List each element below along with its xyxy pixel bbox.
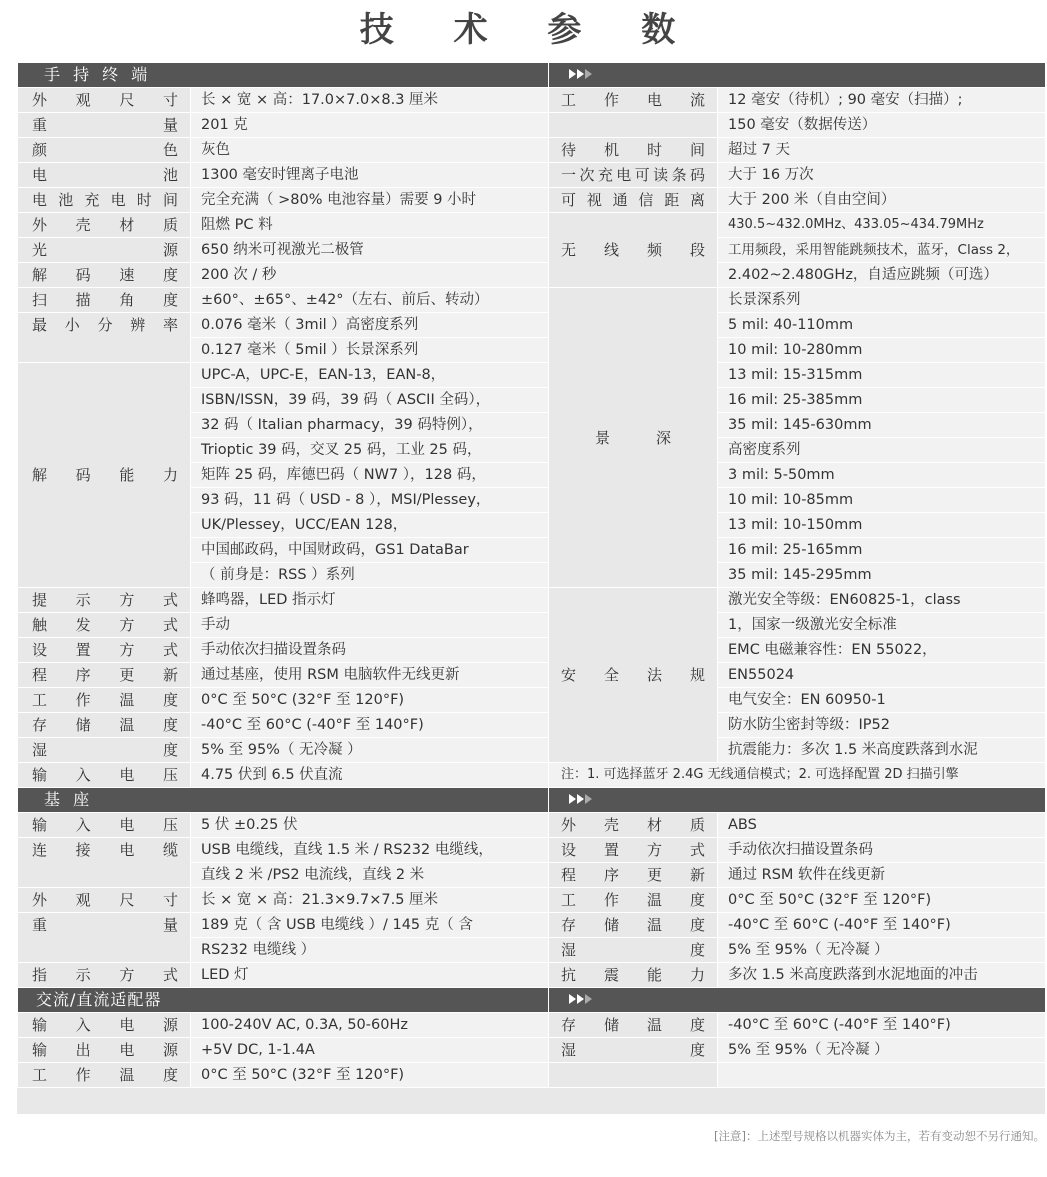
spec-value: 0°C 至 50°C (32°F 至 120°F) xyxy=(191,688,549,713)
spec-key: 工作温度 xyxy=(18,688,191,713)
spec-key: 外观尺寸 xyxy=(18,888,191,913)
spec-value: 4.75 伏到 6.5 伏直流 xyxy=(191,763,549,788)
table-row xyxy=(18,363,1046,388)
spec-key: 湿度 xyxy=(549,1038,718,1063)
spec-value: 35 mil: 145-630mm xyxy=(718,413,1046,438)
spec-value: 直线 2 米 /PS2 电流线，直线 2 米 xyxy=(191,863,549,888)
table-row xyxy=(18,1013,1046,1038)
spec-value: 150 毫安（数据传送） xyxy=(718,113,1046,138)
spec-key xyxy=(549,113,718,138)
spec-key: 存储温度 xyxy=(549,913,718,938)
spec-key: 指示方式 xyxy=(18,963,191,988)
spec-key: 连接电缆 xyxy=(18,838,191,888)
spec-value: 650 纳米可视激光二极管 xyxy=(191,238,549,263)
spec-value: 12 毫安（待机）; 90 毫安（扫描）; xyxy=(718,88,1046,113)
spec-value: -40°C 至 60°C (-40°F 至 140°F) xyxy=(718,1013,1046,1038)
table-row xyxy=(18,588,1046,613)
spec-key: 抗震能力 xyxy=(549,963,718,988)
spec-key: 外壳材质 xyxy=(549,813,718,838)
spec-key: 输入电压 xyxy=(18,813,191,838)
table-row xyxy=(18,88,1046,113)
table-row xyxy=(18,963,1046,988)
spec-key: 输入电源 xyxy=(18,1013,191,1038)
spec-value: 430.5~432.0MHz、433.05~434.79MHz xyxy=(718,213,1046,238)
spec-value: 电气安全：EN 60950-1 xyxy=(718,688,1046,713)
table-row xyxy=(18,163,1046,188)
spec-value: 灰色 xyxy=(191,138,549,163)
spec-value: 93 码，11 码（ USD - 8 ），MSI/Plessey， xyxy=(191,488,549,513)
spec-key: 重量 xyxy=(18,913,191,963)
footnote: [注意]：上述型号规格以机器实体为主，若有变动恕不另行通知。 xyxy=(714,1129,1045,1143)
table-row xyxy=(18,738,1046,763)
spec-key: 一次充电可读条码 xyxy=(549,163,718,188)
spec-key: 工作电流 xyxy=(549,88,718,113)
table-row xyxy=(18,113,1046,138)
spec-key: 扫描角度 xyxy=(18,288,191,313)
spec-key: 程序更新 xyxy=(18,663,191,688)
spec-key-decode: 解码能力 xyxy=(18,363,191,588)
spec-key: 工作温度 xyxy=(549,888,718,913)
spec-key: 待机时间 xyxy=(549,138,718,163)
spec-value: 长景深系列 xyxy=(718,288,1046,313)
spec-value: 1300 毫安时锂离子电池 xyxy=(191,163,549,188)
spec-value: 0°C 至 50°C (32°F 至 120°F) xyxy=(191,1063,549,1088)
spec-key: 输出电源 xyxy=(18,1038,191,1063)
table-row xyxy=(18,838,1046,863)
spec-value: 长 × 宽 × 高：21.3×9.7×7.5 厘米 xyxy=(191,888,549,913)
spec-value: 大于 200 米（自由空间） xyxy=(718,188,1046,213)
section-header xyxy=(18,788,1046,813)
section-title-adapter: 交流/直流适配器 xyxy=(18,988,549,1013)
arrow-icon xyxy=(569,988,593,1012)
table-row xyxy=(18,813,1046,838)
spec-value: 100-240V AC, 0.3A, 50-60Hz xyxy=(191,1013,549,1038)
spec-value: 0°C 至 50°C (32°F 至 120°F) xyxy=(718,888,1046,913)
spec-value: EN55024 xyxy=(718,663,1046,688)
spec-key: 电池 xyxy=(18,163,191,188)
spec-key: 存储温度 xyxy=(549,1013,718,1038)
spec-value: 抗震能力：多次 1.5 米高度跌落到水泥 xyxy=(718,738,1046,763)
spec-value: 激光安全等级：EN60825-1，class xyxy=(718,588,1046,613)
spec-value: 通过 RSM 软件在线更新 xyxy=(718,863,1046,888)
spec-key: 湿度 xyxy=(549,938,718,963)
spec-value: 5% 至 95%（ 无冷凝 ） xyxy=(718,938,1046,963)
table-row xyxy=(18,238,1046,263)
table-row xyxy=(18,913,1046,938)
spec-value: 蜂鸣器，LED 指示灯 xyxy=(191,588,549,613)
arrow-icon xyxy=(569,63,593,87)
table-row xyxy=(18,1063,1046,1088)
section-title-handheld: 手 持 终 端 xyxy=(18,63,549,88)
spec-value: UK/Plessey，UCC/EAN 128， xyxy=(191,513,549,538)
table-row xyxy=(18,663,1046,688)
section-header-arrows xyxy=(549,63,1046,88)
spec-value: Trioptic 39 码，交叉 25 码，工业 25 码， xyxy=(191,438,549,463)
spec-value: 长 × 宽 × 高：17.0×7.0×8.3 厘米 xyxy=(191,88,549,113)
spec-value: （ 前身是：RSS ）系列 xyxy=(191,563,549,588)
table-row xyxy=(18,888,1046,913)
page-title: 技 术 参 数 xyxy=(359,10,700,50)
spec-key: 输入电压 xyxy=(18,763,191,788)
spec-value: 完全充满（ >80% 电池容量）需要 9 小时 xyxy=(191,188,549,213)
spec-key: 颜色 xyxy=(18,138,191,163)
spec-key: 光源 xyxy=(18,238,191,263)
spec-table xyxy=(17,62,1045,1114)
spec-value: 工用频段，采用智能跳频技术，蓝牙，Class 2， xyxy=(718,238,1046,263)
spec-value: 13 mil: 10-150mm xyxy=(718,513,1046,538)
arrow-icon xyxy=(569,788,593,812)
spec-key: 最小分辨率 xyxy=(18,313,191,363)
section-header-arrows xyxy=(549,788,1046,813)
spec-key: 触发方式 xyxy=(18,613,191,638)
spec-value: ±60°、±65°、±42°（左右、前后、转动） xyxy=(191,288,549,313)
spec-key-safety: 安全法规 xyxy=(549,588,718,763)
table-row xyxy=(18,188,1046,213)
spec-value: 10 mil: 10-85mm xyxy=(718,488,1046,513)
spec-value: 手动依次扫描设置条码 xyxy=(718,838,1046,863)
spec-value: 手动 xyxy=(191,613,549,638)
spec-value: 10 mil: 10-280mm xyxy=(718,338,1046,363)
spec-key: 湿度 xyxy=(18,738,191,763)
spec-key: 设置方式 xyxy=(18,638,191,663)
spec-value: 32 码（ Italian pharmacy，39 码特例）， xyxy=(191,413,549,438)
spec-value: 200 次 / 秒 xyxy=(191,263,549,288)
spec-value: 1，国家一级激光安全标准 xyxy=(718,613,1046,638)
table-row xyxy=(18,1038,1046,1063)
spec-value: 13 mil: 15-315mm xyxy=(718,363,1046,388)
spec-value: ABS xyxy=(718,813,1046,838)
spec-key: 工作温度 xyxy=(18,1063,191,1088)
spec-value: 手动依次扫描设置条码 xyxy=(191,638,549,663)
spec-value: 5% 至 95%（ 无冷凝 ） xyxy=(718,1038,1046,1063)
spec-value: 35 mil: 145-295mm xyxy=(718,563,1046,588)
spec-key: 解码速度 xyxy=(18,263,191,288)
table-row xyxy=(18,263,1046,288)
table-row xyxy=(18,288,1046,313)
spec-value: 5 伏 ±0.25 伏 xyxy=(191,813,549,838)
section-header xyxy=(18,988,1046,1013)
spec-value: 2.402~2.480GHz，自适应跳频（可选） xyxy=(718,263,1046,288)
spec-key: 外观尺寸 xyxy=(18,88,191,113)
spec-value: -40°C 至 60°C (-40°F 至 140°F) xyxy=(718,913,1046,938)
spec-key: 程序更新 xyxy=(549,863,718,888)
spec-key: 重量 xyxy=(18,113,191,138)
spec-value: 超过 7 天 xyxy=(718,138,1046,163)
spec-key: 存储温度 xyxy=(18,713,191,738)
spec-value: 防水防尘密封等级：IP52 xyxy=(718,713,1046,738)
spec-key: 提示方式 xyxy=(18,588,191,613)
table-row xyxy=(18,763,1046,788)
spec-value: -40°C 至 60°C (-40°F 至 140°F) xyxy=(191,713,549,738)
section-header-arrows xyxy=(549,988,1046,1013)
spec-value: 通过基座，使用 RSM 电脑软件无线更新 xyxy=(191,663,549,688)
spec-value: RS232 电缆线 ） xyxy=(191,938,549,963)
spec-value: 0.127 毫米（ 5mil ）长景深系列 xyxy=(191,338,549,363)
spec-value: 中国邮政码，中国财政码，GS1 DataBar xyxy=(191,538,549,563)
spec-value: 16 mil: 25-165mm xyxy=(718,538,1046,563)
spec-value: 5 mil: 40-110mm xyxy=(718,313,1046,338)
table-row xyxy=(18,713,1046,738)
table-row xyxy=(18,688,1046,713)
table-row xyxy=(18,138,1046,163)
spec-value: 大于 16 万次 xyxy=(718,163,1046,188)
spec-value: 3 mil: 5-50mm xyxy=(718,463,1046,488)
spec-value: 阻燃 PC 料 xyxy=(191,213,549,238)
spec-key: 电池充电时间 xyxy=(18,188,191,213)
spec-value: 0.076 毫米（ 3mil ）高密度系列 xyxy=(191,313,549,338)
table-row xyxy=(18,213,1046,238)
spec-key-depth: 景深 xyxy=(549,288,718,588)
spec-key xyxy=(549,1063,718,1088)
table-row xyxy=(18,613,1046,638)
section-title-base: 基 座 xyxy=(18,788,549,813)
spec-note: 注：1. 可选择蓝牙 2.4G 无线通信模式；2. 可选择配置 2D 扫描引擎 xyxy=(549,763,1046,788)
spec-value: 多次 1.5 米高度跌落到水泥地面的冲击 xyxy=(718,963,1046,988)
spec-value: USB 电缆线，直线 1.5 米 / RS232 电缆线， xyxy=(191,838,549,863)
spec-key: 可视通信距离 xyxy=(549,188,718,213)
spec-value: UPC-A，UPC-E，EAN-13，EAN-8， xyxy=(191,363,549,388)
spec-value: 高密度系列 xyxy=(718,438,1046,463)
spec-value: 189 克（ 含 USB 电缆线 ）/ 145 克（ 含 xyxy=(191,913,549,938)
spec-value xyxy=(718,1063,1046,1088)
section-header xyxy=(18,63,1046,88)
spec-key: 设置方式 xyxy=(549,838,718,863)
spec-value: LED 灯 xyxy=(191,963,549,988)
spec-key: 外壳材质 xyxy=(18,213,191,238)
spec-key-radio: 无线频段 xyxy=(549,213,718,288)
spec-value: EMC 电磁兼容性：EN 55022， xyxy=(718,638,1046,663)
spec-value: +5V DC, 1-1.4A xyxy=(191,1038,549,1063)
spec-value: 5% 至 95%（ 无冷凝 ） xyxy=(191,738,549,763)
spec-value: 16 mil: 25-385mm xyxy=(718,388,1046,413)
spec-value: ISBN/ISSN，39 码，39 码（ ASCII 全码）， xyxy=(191,388,549,413)
spec-value: 矩阵 25 码，库德巴码（ NW7 ），128 码， xyxy=(191,463,549,488)
table-row xyxy=(18,313,1046,338)
table-row xyxy=(18,638,1046,663)
spec-value: 201 克 xyxy=(191,113,549,138)
